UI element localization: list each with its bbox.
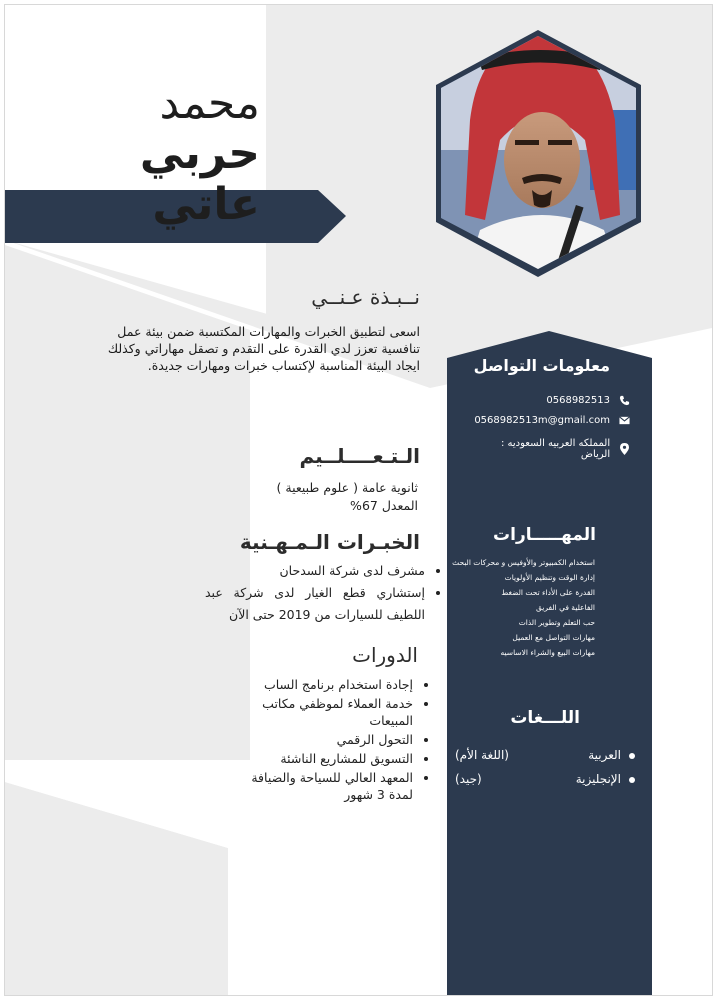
list-item: استخدام الكمبيوتر والأوفيس و محركات البحث [452,558,595,567]
list-item: • خدمة العملاء لموظفي مكاتب المبيعات [235,695,413,729]
language-row [455,748,635,762]
list-item: القدرة على الأداء تحت الضغط [501,588,595,597]
list-item: • مشرف لدى شركة السدحان [205,560,425,582]
list-item: • التحول الرقمي [235,731,413,748]
language-name: العربية [588,748,621,762]
list-item: • المعهد العالي للسياحة والضيافة لمدة 3 شهور [235,769,413,803]
education-gpa: المعدل 67% [350,498,418,513]
skills-list [450,555,595,660]
envelope-icon [618,414,630,426]
language-row [455,772,635,786]
list-item: إدارة الوقت وتنظيم الأولويات [504,573,595,582]
list-item: • التسويق للمشاريع الناشئة [235,750,413,767]
experience-title: الخبـرات الـمـهـنية [239,530,420,554]
about-title: نــبـذة عـنــي [311,285,420,309]
list-item: • إجادة استخدام برنامج الساب [235,676,413,693]
bullet-icon [629,753,635,759]
contact-location-row [470,438,630,460]
contact-location: المملكه العربيه السعوديه : الرياض [500,438,611,460]
contact-title: معلومات التواصل [473,356,610,375]
contact-phone[interactable]: 0568982513 [546,394,610,406]
list-item: الفاعلية في الفريق [536,603,595,612]
phone-icon [618,394,630,406]
language-level: (جيد) [455,772,482,786]
about-text: اسعى لتطبيق الخبرات والمهارات المكتسبة ضمن بيئة عمل تنافسية تعزز لدي القدرة على التقدم و تصقل مهاراتي وكذلك ايجاد البيئة المناسبة لإكتساب خبرات ومهارات جديدة. [107,324,420,373]
courses-list [235,676,431,805]
list-item: مهارات التواصل مع العميل [512,633,595,642]
contact-phone-row [470,394,630,406]
list-item: • إستشاري قطع الغيار لدى شركة عبد اللطيف للسيارات من 2019 حتى الآن [205,582,425,626]
name-first: محمد [159,78,260,129]
bullet-icon [629,777,635,783]
skills-title: المهـــــارات [493,525,596,545]
list-item: مهارات البيع والشراء الاساسيه [500,648,595,657]
languages-title: اللـــغات [510,708,580,728]
language-name: الإنجليزية [575,772,621,786]
language-level: (اللغة الأم) [455,748,509,762]
name-last: حربي عاتي [139,128,260,230]
courses-title: الدورات [352,643,418,667]
contact-email-row [470,414,630,426]
location-pin-icon [618,443,630,455]
contact-email[interactable]: 0568982513m@gmail.com [474,414,610,426]
education-degree: ثانوية عامة ( علوم طبيعية ) [276,480,418,495]
education-title: الـتـعــــلــيم [299,444,420,468]
list-item: حب التعلم وتطوير الذات [518,618,595,627]
experience-list [205,560,443,626]
